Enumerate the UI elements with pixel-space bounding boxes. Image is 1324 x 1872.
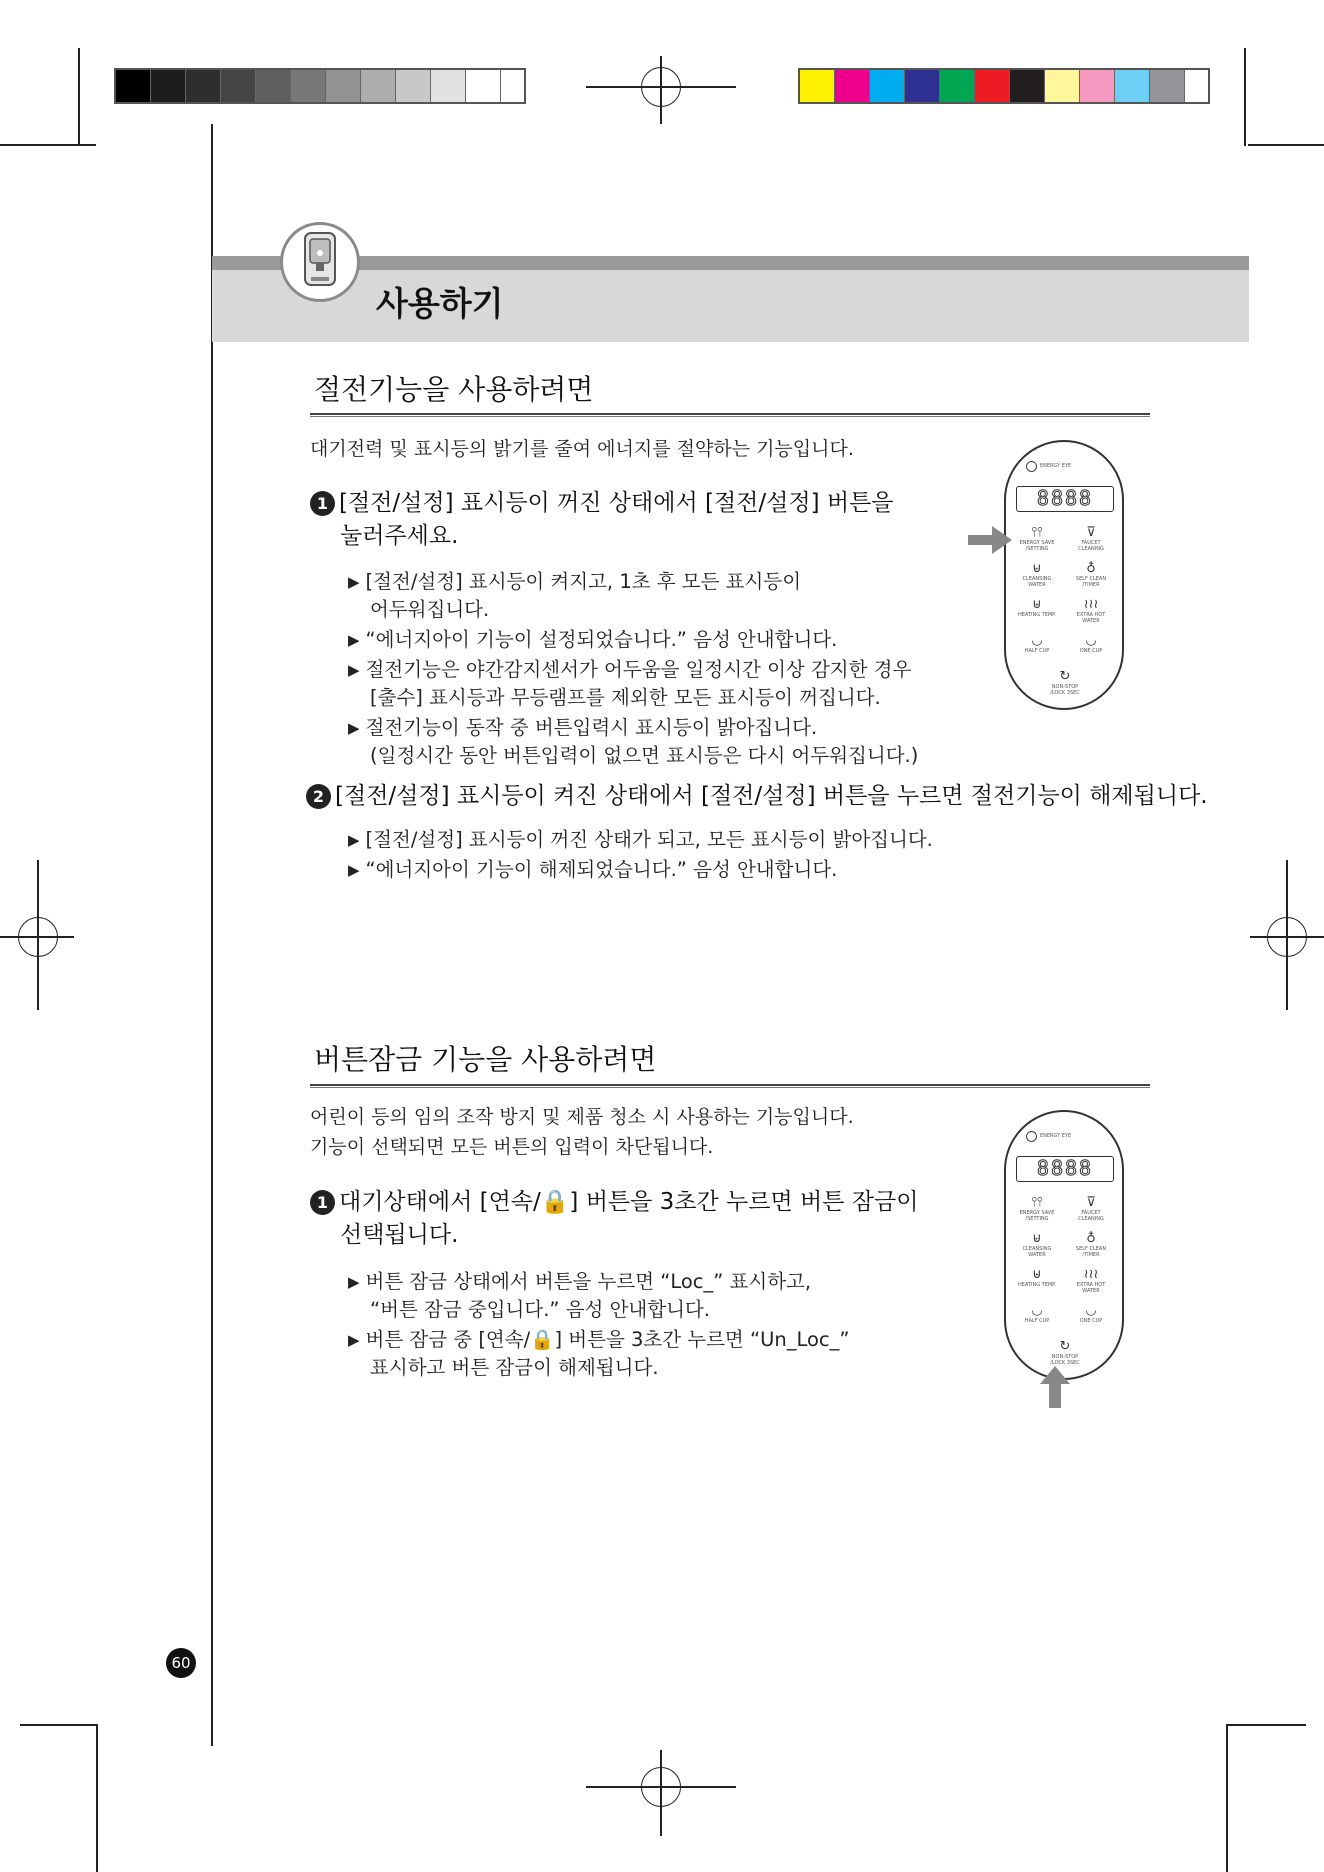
step-text: 선택됩니다.: [340, 1222, 459, 1249]
panel-button-icon: ♁: [1086, 1231, 1096, 1246]
panel-button-label: CLEANSING WATER: [1022, 1246, 1052, 1258]
grayscale-swatch: [396, 70, 431, 102]
section-rule: [310, 1084, 1150, 1088]
panel-button-label: FAUCET CLEANING: [1078, 540, 1104, 552]
process-color-swatch: [1080, 70, 1115, 102]
nonstop-sublabel: /LOCK 3SEC: [1050, 690, 1080, 696]
process-color-swatch: [1150, 70, 1185, 102]
process-color-swatch: [835, 70, 870, 102]
control-panel-illustration: [1004, 1110, 1124, 1380]
control-panel-illustration: [1004, 440, 1124, 710]
bullet-item: ▶ 절전기능이 동작 중 버튼입력시 표시등이 밝아집니다. (일정시간 동안 버튼입력이 없으면 표시등은 다시 어두워집니다.): [348, 716, 919, 768]
panel-button-icon: ⊽: [1086, 1195, 1096, 1210]
panel-button: [1014, 1304, 1060, 1324]
crop-mark: [78, 48, 80, 146]
panel-button-icon: ⊌: [1032, 1231, 1042, 1246]
panel-button-icon: ≀≀≀: [1083, 597, 1099, 612]
section-intro: 어린이 등의 임의 조작 방지 및 제품 청소 시 사용하는 기능입니다.: [310, 1106, 854, 1128]
crop-mark: [1244, 48, 1246, 146]
panel-button-icon: ♁: [1086, 561, 1096, 576]
process-color-swatch: [940, 70, 975, 102]
refresh-icon: ↻: [1059, 669, 1071, 684]
step-text: [절전/설정] 표시등이 켜진 상태에서 [절전/설정] 버튼을 누르면 절전기능이 해제됩니다.: [335, 783, 1208, 809]
process-color-swatch: [1045, 70, 1080, 102]
grayscale-swatch: [361, 70, 396, 102]
water-purifier-badge-icon: [280, 222, 360, 302]
panel-button-icon: ⊌: [1032, 561, 1042, 576]
crop-mark: [1226, 1724, 1306, 1726]
panel-button: [1014, 526, 1060, 552]
process-color-swatch-bar: [798, 68, 1210, 104]
step-text: 눌러주세요.: [340, 523, 459, 550]
panel-button: [1068, 526, 1114, 552]
panel-button-icon: ⊎: [1032, 1267, 1042, 1282]
panel-button: [1014, 598, 1060, 618]
panel-button: [1068, 598, 1114, 624]
panel-button-icon: ⫯⫯: [1031, 1195, 1043, 1210]
crop-mark: [0, 144, 96, 146]
grayscale-swatch: [221, 70, 256, 102]
panel-button-icon: ◡: [1085, 1303, 1097, 1318]
process-color-swatch: [1010, 70, 1045, 102]
step-1: [310, 487, 894, 554]
panel-button-label: HALF CUP: [1024, 1318, 1050, 1324]
grayscale-swatch: [151, 70, 186, 102]
panel-button: [1014, 562, 1060, 588]
process-color-swatch: [800, 70, 835, 102]
panel-button-label: ENERGY SAVE /SETTING: [1019, 540, 1055, 552]
header-band: [212, 270, 1249, 342]
grayscale-swatch: [431, 70, 466, 102]
panel-button-label: CLEANSING WATER: [1022, 576, 1052, 588]
panel-button: [1014, 1268, 1060, 1288]
panel-button-icon: ⫯⫯: [1031, 525, 1043, 540]
panel-button-icon: ◡: [1031, 633, 1043, 648]
panel-button-icon: ⊎: [1032, 597, 1042, 612]
registration-circle: [1267, 917, 1307, 957]
energy-eye-indicator-icon: [1026, 461, 1037, 472]
crop-mark: [1226, 1726, 1228, 1872]
crop-mark: [96, 1726, 98, 1872]
step-number: 1: [310, 1190, 335, 1215]
panel-button: [1014, 1232, 1060, 1258]
panel-button-label: SELF CLEAN /TIMER: [1075, 576, 1107, 588]
panel-button-icon: ◡: [1031, 1303, 1043, 1318]
grayscale-swatch: [186, 70, 221, 102]
refresh-icon: ↻: [1059, 1339, 1071, 1354]
step-number: 1: [310, 491, 335, 516]
nonstop-button: [1042, 670, 1088, 696]
panel-button-label: ONE CUP: [1079, 648, 1103, 654]
panel-button: [1068, 1268, 1114, 1294]
bullet-item: ▶ 버튼 잠금 상태에서 버튼을 누르면 “Loc_” 표시하고, “버튼 잠금 중입니다.” 음성 안내합니다.: [348, 1270, 812, 1322]
bullet-item: ▶ 버튼 잠금 중 [연속/🔒] 버튼을 3초간 누르면 “Un_Loc_” 표시하고 버튼 잠금이 해제됩니다.: [348, 1328, 850, 1380]
grayscale-swatch: [256, 70, 291, 102]
registration-circle: [641, 1767, 681, 1807]
panel-button-label: ENERGY SAVE /SETTING: [1019, 1210, 1055, 1222]
energy-eye-label: ENERGY EYE: [1040, 1133, 1072, 1139]
panel-button-icon: ≀≀≀: [1083, 1267, 1099, 1282]
section-intro: 기능이 선택되면 모든 버튼의 입력이 차단됩니다.: [310, 1136, 714, 1158]
panel-button-label: HEATING TEMP.: [1017, 612, 1057, 618]
section-intro: 대기전력 및 표시등의 밝기를 줄여 에너지를 절약하는 기능입니다.: [310, 438, 854, 460]
header-band-top: [212, 256, 1249, 270]
panel-button: [1014, 634, 1060, 654]
step-1: [310, 1186, 918, 1253]
process-color-swatch: [905, 70, 940, 102]
panel-button-icon: ⊽: [1086, 525, 1096, 540]
step-text: 대기상태에서 [연속/🔒] 버튼을 3초간 누르면 버튼 잠금이: [339, 1189, 919, 1215]
grayscale-swatch: [116, 70, 151, 102]
panel-button-label: HEATING TEMP.: [1017, 1282, 1057, 1288]
panel-button: [1068, 1232, 1114, 1258]
panel-button: [1014, 1196, 1060, 1222]
nonstop-label: NON-STOP: [1051, 1354, 1079, 1360]
section-title-button-lock: 버튼잠금 기능을 사용하려면: [314, 1043, 657, 1076]
page-number: 60: [166, 1648, 196, 1678]
panel-button-label: ONE CUP: [1079, 1318, 1103, 1324]
energy-eye-label: ENERGY EYE: [1040, 463, 1072, 469]
process-color-swatch: [975, 70, 1010, 102]
margin-rule: [211, 124, 213, 1746]
bullet-item: ▶ “에너지아이 기능이 설정되었습니다.” 음성 안내합니다.: [348, 628, 838, 651]
panel-button-label: EXTRA HOT WATER: [1076, 612, 1106, 624]
registration-circle: [18, 917, 58, 957]
segment-display: 8888: [1016, 486, 1114, 512]
bullet-item: ▶ [절전/설정] 표시등이 꺼진 상태가 되고, 모든 표시등이 밝아집니다.: [348, 828, 933, 851]
arrow-up-icon: [1040, 1366, 1070, 1408]
nonstop-button: [1042, 1340, 1088, 1366]
crop-mark: [20, 1724, 98, 1726]
arrow-right-icon: [968, 526, 1012, 554]
grayscale-swatch: [466, 70, 501, 102]
grayscale-swatch: [291, 70, 326, 102]
panel-button-icon: ◡: [1085, 633, 1097, 648]
grayscale-swatch: [326, 70, 361, 102]
bullet-item: ▶ [절전/설정] 표시등이 켜지고, 1초 후 모든 표시등이 어두워집니다.: [348, 570, 802, 622]
process-color-swatch: [1115, 70, 1150, 102]
nonstop-label: NON-STOP: [1051, 684, 1079, 690]
panel-button: [1068, 1196, 1114, 1222]
energy-eye-indicator-icon: [1026, 1131, 1037, 1142]
page-title: 사용하기: [376, 284, 504, 323]
bullet-item: ▶ “에너지아이 기능이 해제되었습니다.” 음성 안내합니다.: [348, 858, 838, 881]
segment-display: 8888: [1016, 1156, 1114, 1182]
section-title-energy-save: 절전기능을 사용하려면: [314, 373, 594, 406]
nonstop-sublabel: /LOCK 3SEC: [1050, 1360, 1080, 1366]
panel-button: [1068, 634, 1114, 654]
step-text: [절전/설정] 표시등이 꺼진 상태에서 [절전/설정] 버튼을: [339, 490, 894, 516]
crop-mark: [1248, 144, 1324, 146]
bullet-item: ▶ 절전기능은 야간감지센서가 어두움을 일정시간 이상 감지한 경우 [출수] 표시등과 무등램프를 제외한 모든 표시등이 꺼집니다.: [348, 658, 912, 710]
panel-button-label: EXTRA HOT WATER: [1076, 1282, 1106, 1294]
panel-button: [1068, 562, 1114, 588]
panel-button: [1068, 1304, 1114, 1324]
step-number: 2: [306, 784, 331, 809]
panel-button-label: FAUCET CLEANING: [1078, 1210, 1104, 1222]
step-2: [306, 780, 1208, 813]
process-color-swatch: [870, 70, 905, 102]
section-rule: [310, 413, 1150, 417]
grayscale-swatch-bar: [114, 68, 526, 104]
panel-button-label: HALF CUP: [1024, 648, 1050, 654]
panel-button-label: SELF CLEAN /TIMER: [1075, 1246, 1107, 1258]
registration-circle: [641, 67, 681, 107]
